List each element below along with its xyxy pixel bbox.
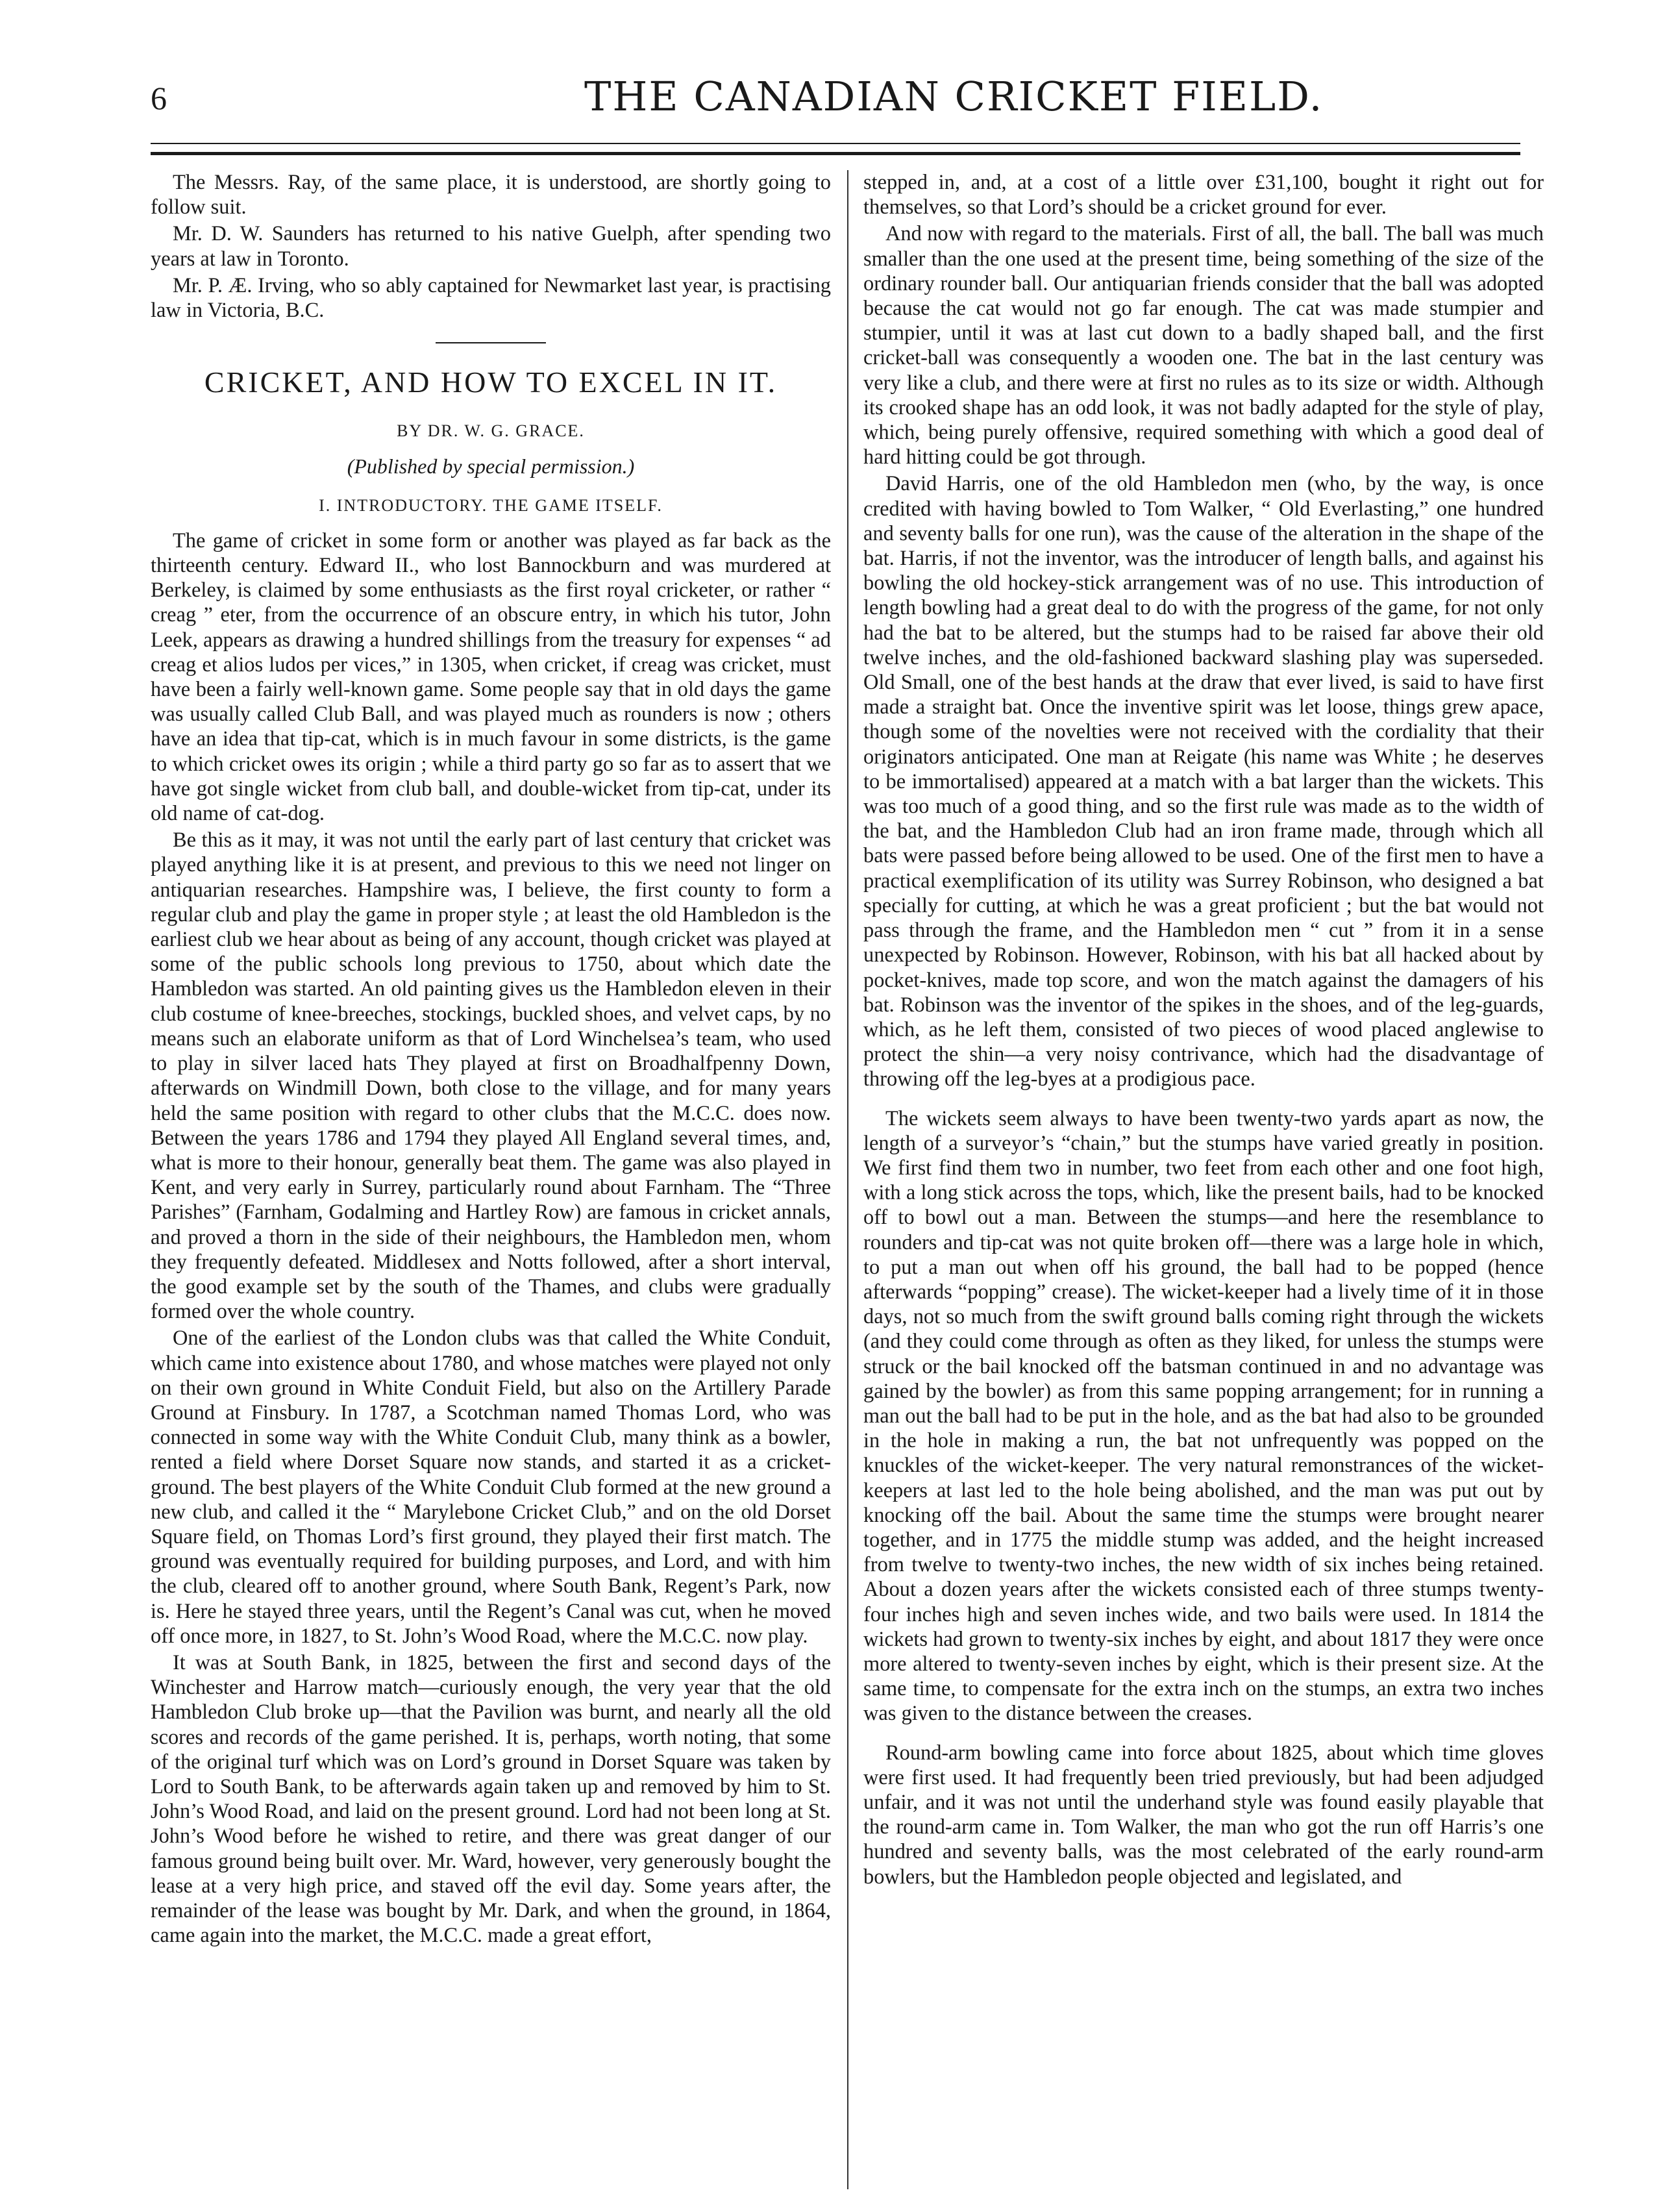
article-byline: BY DR. W. G. GRACE. [397, 421, 585, 441]
article-title: CRICKET, AND HOW TO EXCEL IN IT. [204, 366, 778, 399]
news-note: Mr. D. W. Saunders has returned to his native Guelph, after spending two years at law in Toronto. [151, 222, 831, 271]
article-permission-note: (Published by special permission.) [347, 454, 635, 478]
article-paragraph: It was at South Bank, in 1825, between the first and second days of the Winchester and Harrow match—curiously enough, the very year that the old Hambledon Club broke up—that the Pavilion was burnt, and nearly all the old scores and records of the game perished. It is, perhaps, worth noting, that some of the original turf which was on Lord’s ground in Dorset Square was taken by Lord to South Bank, to be afterwards again taken up and removed by him to St. John’s Wood Road, and laid on the present ground. Lord had not been long at St. John’s Wood before he wished to retire, and there was great danger of our famous ground being built over. Mr. Ward, however, very generously bought the lease at a very high price, and staved off the evil day. Some years after, the remainder of the lease was bought by Mr. Dark, and when the ground, in 1864, came again into the market, the M.C.C. made a great effort, [151, 1650, 831, 1948]
section-divider [436, 342, 546, 343]
article-paragraph: Be this as it may, it was not until the early part of last century that cricket was played anything like it is at present, and previous to this we need not linger on antiquarian researches. Hampshire was, I believe, the first county to form a regular club and play the game in proper style ; at least the old Hambledon is the earliest club we hear about as being of any account, though cricket was played at some of the public schools long previous to 1750, about which date the Hambledon was started. An old painting gives us the Hambledon eleven in their club costume of knee-breeches, stockings, buckled shoes, and velvet caps, by no means such an elaborate uniform as that of Lord Winchelsea’s team, who used to play in silver laced hats They played at first on Broadhalfpenny Down, afterwards on Windmill Down, both close to the village, and for many years held the same position with regard to other clubs that the M.C.C. does now. Between the years 1786 and 1794 they played All England several times, and, what is more to their honour, generally beat them. The game was also played in Kent, and very early in Surrey, particularly round about Farnham. The “Three Parishes” (Farnham, Godalming and Hartley Row) are famous in cricket annals, and proved a thorn in the side of their neighbours, the Hambledon men, whom they frequently defeated. Middlesex and Notts followed, after a short interval, the good example set by the south of the Thames, and clubs were gradually formed over the whole country. [151, 828, 831, 1324]
news-note: Mr. P. Æ. Irving, who so ably captained for Newmarket last year, is practising law in Victoria, B.C. [151, 273, 831, 323]
section-heading: I. INTRODUCTORY. THE GAME ITSELF. [319, 495, 663, 515]
left-column [151, 170, 831, 1948]
article-paragraph-continued: stepped in, and, at a cost of a little over £31,100, bought it right out for themselves, so that Lord’s should be a cricket ground for ever. [863, 171, 1544, 219]
masthead-title: THE CANADIAN CRICKET FIELD. [584, 73, 1324, 120]
article-paragraph: Round-arm bowling came into force about 1825, about which time gloves were first used. It had frequently been tried previously, but had been adjudged unfair, and it was not until the underhand style was found easily playable that the round-arm came in. Tom Walker, the man who got the run off Harris’s one hundred and seventy balls, was the most celebrated of the early round-arm bowlers, but the Hambledon people objected and legislated, and [863, 1741, 1544, 1889]
header-rule-thin [151, 143, 1520, 144]
column-divider [847, 170, 848, 2189]
article-paragraph: And now with regard to the materials. First of all, the ball. The ball was much smaller than the one used at the present time, being something of the size of the ordinary rounder ball. Our antiquarian friends consider that the ball was adopted because the cat would not go far enough. The cat was made stumpier and stumpier, until it was at last cut down to a badly shaped ball, and the first cricket-ball was consequently a wooden one. The bat in the last century was very like a club, and there were at first no rules as to its size or width. Although its crooked shape has an odd look, it was not badly adapted for the style of play, which, being purely offensive, required something with which a good deal of hard hitting could be got through. [863, 222, 1544, 469]
article-paragraph: One of the earliest of the London clubs was that called the White Conduit, which came into existence about 1780, and whose matches were played not only on their own ground in White Conduit Field, but also on the Artillery Parade Ground at Finsbury. In 1787, a Scotchman named Thomas Lord, who was connected in some way with the White Conduit Club, many think as a bowler, rented a field where Dorset Square now stands, and started it as a cricket-ground. The best players of the White Conduit Club formed at the new ground a new club, and called it the “ Marylebone Cricket Club,” and on the old Dorset Square field, on Thomas Lord’s first ground, they played their first match. The ground was eventually required for building purposes, and Lord, and with him the club, cleared off to another ground, where South Bank, Regent’s Park, now is. Here he stayed three years, until the Regent’s Canal was cut, when he moved off once more, in 1827, to St. John’s Wood Road, where the M.C.C. now play. [151, 1326, 831, 1648]
article-paragraph: The game of cricket in some form or another was played as far back as the thirteenth century. Edward II., who lost Bannockburn and was murdered at Berkeley, is claimed by some enthusiasts as the first royal cricketer, or rather “ creag ” eter, from the occurrence of an obscure entry, in which his tutor, John Leek, appears as drawing a hundred shillings from the treasury for expenses “ ad creag et alios ludos per vices,” in 1305, when cricket, if creag was cricket, must have been a fairly well-known game. Some people say that in old days the game was usually called Club Ball, and was played much as rounders is now ; others have an idea that tip-cat, which is in much favour in some districts, is the game to which cricket owes its origin ; while a third party go so far as to assert that we have got single wicket from club ball, and double-wicket from tip-cat, under its old name of cat-dog. [151, 528, 831, 826]
news-note: The Messrs. Ray, of the same place, it is understood, are shortly going to follow suit. [151, 171, 831, 219]
header-rule-thick [151, 152, 1520, 155]
right-column [863, 170, 1544, 1889]
page-number: 6 [151, 80, 167, 116]
article-paragraph: The wickets seem always to have been twenty-two yards apart as now, the length of a surveyor’s “chain,” but the stumps have varied greatly in position. We first find them two in number, two feet from each other and one foot high, with a long stick across the tops, which, like the present bails, had to be knocked off to bowl out a man. Between the stumps—and here the resemblance to rounders and tip-cat was not quite broken off—there was a large hole in which, to put a man out when off his ground, the ball had to be popped (hence afterwards “popping” crease). The wicket-keeper had a lively time of it in those days, not so much from the swift ground balls coming right through the wickets (and they could come through as often as they liked, for unless the stumps were struck or the bail knocked off the batsman continued in and no advantage was gained by the bowler) as from this same popping arrangement; for in running a man out the ball had to be put in the hole, and as the bat had also to be grounded in the hole in making a run, the bat not unfrequently was popped on the knuckles of the wicket-keeper. The very natural remonstrances of the wicket-keepers at last led to the hole being abolished, and the man was put out by knocking off the bail. About the same time the stumps were brought nearer together, and in 1775 the middle stump was added, and the height increased from twelve to twenty-two inches, the new width of six inches being retained. About a dozen years after the wickets consisted each of three stumps twenty-four inches high and seven inches wide, and two bails were used. In 1814 the wickets had grown to twenty-six inches by eight, and about 1817 they were once more altered to twenty-seven inches by eight, which is their present size. At the same time, to compensate for the extra inch on the stumps, an extra two inches was given to the distance between the creases. [863, 1106, 1544, 1726]
article-paragraph: David Harris, one of the old Hambledon men (who, by the way, is once credited with having bowled to Tom Walker, “ Old Everlasting,” one hundred and seventy balls for one run), was the cause of the alteration in the shape of the bat. Harris, if not the inventor, was the introducer of length balls, and against his bowling the old hockey-stick arrangement was of no use. This introduction of length bowling had a great deal to do with the progress of the game, for not only had the bat to be altered, but the stumps had to be raised far above their old twelve inches, and the old-fashioned backward slashing play was superseded. Old Small, one of the best hands at the draw that ever lived, is said to have first made a straight bat. Once the inventive spirit was let loose, things grew apace, though some of the novelties were not received with the cordiality that their originators anticipated. One man at Reigate (his name was White ; he deserves to be immortalised) appeared at a match with a bat larger than the wickets. This was too much of a good thing, and so the first rule was made as to the width of the bat, and the Hambledon Club had an iron frame made, through which all bats were passed before being allowed to be used. One of the first men to have a practical exemplification of its utility was Surrey Robinson, who designed a bat specially for cutting, at which he was a great proficient ; but the bat would not pass through the frame, and the Hambledon men “ cut ” from it in a sense unexpected by Robinson. However, Robinson, with his bat all hacked about by pocket-knives, made top score, and won the match against the damagers of his bat. Robinson was the inventor of the spikes in the shoes, and of the leg-guards, which, as he left them, consisted of two pieces of wood placed anglewise to protect the shin—a very noisy contrivance, which had the disadvantage of throwing off the leg-byes at a prodigious pace. [863, 472, 1544, 1091]
